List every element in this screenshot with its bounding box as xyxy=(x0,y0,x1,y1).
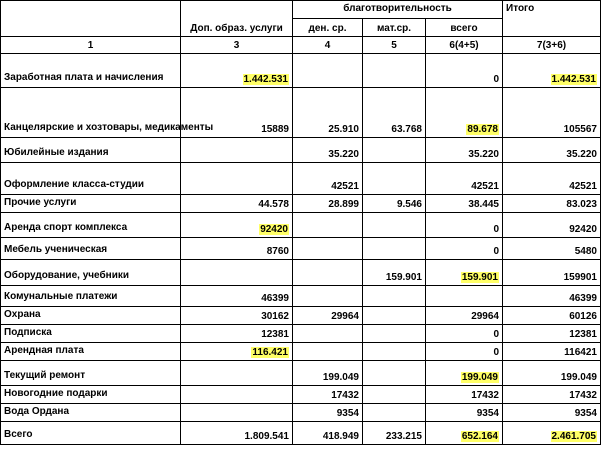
table-row xyxy=(1,286,601,307)
value-cell xyxy=(426,260,503,286)
cell-value: 92420 xyxy=(260,224,288,235)
value-cell xyxy=(181,422,293,445)
numbering-cell: 1 xyxy=(1,37,181,54)
header-total: Итого xyxy=(503,1,601,37)
table-row xyxy=(1,238,601,260)
cell-value: 17432 xyxy=(569,390,597,401)
value-cell xyxy=(426,307,503,325)
cell-value: 2.461.705 xyxy=(551,431,596,442)
value-cell xyxy=(426,422,503,445)
numbering-cell: 6(4+5) xyxy=(426,37,503,54)
cell-value: 116421 xyxy=(564,347,597,358)
table-row xyxy=(1,195,601,213)
value-cell xyxy=(503,88,601,138)
cell-value: 46399 xyxy=(569,293,597,304)
header-row-group xyxy=(1,1,601,19)
value-cell xyxy=(181,195,293,213)
cell-value: 199.049 xyxy=(560,372,597,383)
value-cell xyxy=(293,386,363,404)
value-cell xyxy=(363,386,426,404)
cell-value: 0 xyxy=(493,246,499,257)
value-cell xyxy=(503,386,601,404)
value-cell xyxy=(426,404,503,422)
value-cell xyxy=(181,343,293,361)
numbering-cell: 4 xyxy=(293,37,363,54)
row-label: Заработная плата и начисления xyxy=(1,54,181,88)
header-col4: ден. ср. xyxy=(293,19,363,37)
cell-value: 28.899 xyxy=(328,199,359,210)
table-row xyxy=(1,325,601,343)
value-cell xyxy=(181,325,293,343)
value-cell xyxy=(293,138,363,163)
cell-value: 0 xyxy=(493,224,499,235)
value-cell xyxy=(503,195,601,213)
cell-value: 42521 xyxy=(331,181,359,192)
row-label: Комунальные платежи xyxy=(1,286,181,307)
cell-value: 0 xyxy=(493,329,499,340)
value-cell xyxy=(363,325,426,343)
numbering-row xyxy=(1,37,601,54)
value-cell xyxy=(293,260,363,286)
cell-value: 29964 xyxy=(331,311,359,322)
value-cell xyxy=(503,361,601,386)
value-cell xyxy=(503,343,601,361)
header-col6: всего xyxy=(426,19,503,37)
value-cell xyxy=(426,163,503,195)
value-cell xyxy=(363,163,426,195)
row-label: Аренда спорт комплекса xyxy=(1,213,181,238)
value-cell xyxy=(426,54,503,88)
cell-value: 652.164 xyxy=(461,431,498,442)
value-cell xyxy=(181,54,293,88)
row-label: Арендная плата xyxy=(1,343,181,361)
table-row xyxy=(1,88,601,138)
value-cell xyxy=(426,286,503,307)
value-cell xyxy=(181,361,293,386)
value-cell xyxy=(363,213,426,238)
value-cell xyxy=(426,361,503,386)
cell-value: 46399 xyxy=(261,293,289,304)
table-row xyxy=(1,386,601,404)
row-label: Оформление класса-студии xyxy=(1,163,181,195)
cell-value: 63.768 xyxy=(391,124,422,135)
cell-value: 159.901 xyxy=(385,272,422,283)
value-cell xyxy=(181,307,293,325)
value-cell xyxy=(293,195,363,213)
value-cell xyxy=(293,343,363,361)
value-cell xyxy=(293,325,363,343)
cell-value: 12381 xyxy=(569,329,597,340)
cell-value: 12381 xyxy=(261,329,289,340)
header-col5: мат.ср. xyxy=(363,19,426,37)
cell-value: 0 xyxy=(493,74,499,85)
value-cell xyxy=(503,54,601,88)
value-cell xyxy=(181,138,293,163)
value-cell xyxy=(363,307,426,325)
cell-value: 199.049 xyxy=(322,372,359,383)
value-cell xyxy=(293,163,363,195)
numbering-cell: 3 xyxy=(181,37,293,54)
cell-value: 0 xyxy=(493,347,499,358)
value-cell xyxy=(503,260,601,286)
value-cell xyxy=(363,361,426,386)
value-cell xyxy=(293,213,363,238)
cell-value: 42521 xyxy=(471,181,499,192)
table-row xyxy=(1,138,601,163)
row-label: Мебель ученическая xyxy=(1,238,181,260)
value-cell xyxy=(181,260,293,286)
cell-value: 9354 xyxy=(336,408,359,419)
table-row xyxy=(1,213,601,238)
value-cell xyxy=(181,286,293,307)
cell-value: 1.442.531 xyxy=(551,74,596,85)
cell-value: 1.809.541 xyxy=(244,431,289,442)
cell-value: 42521 xyxy=(569,181,597,192)
value-cell xyxy=(426,88,503,138)
row-label: Оборудование, учебники xyxy=(1,260,181,286)
value-cell xyxy=(293,88,363,138)
cell-value: 44.578 xyxy=(258,199,289,210)
value-cell xyxy=(503,286,601,307)
value-cell xyxy=(363,343,426,361)
cell-value: 159901 xyxy=(563,272,597,283)
cell-value: 92420 xyxy=(569,224,597,235)
table-row xyxy=(1,361,601,386)
cell-value: 60126 xyxy=(569,311,597,322)
row-label: Канцелярские и хозтовары, медикаменты xyxy=(1,88,181,138)
cell-value: 17432 xyxy=(331,390,359,401)
value-cell xyxy=(503,163,601,195)
numbering-cell: 5 xyxy=(363,37,426,54)
value-cell xyxy=(181,163,293,195)
table-row xyxy=(1,260,601,286)
value-cell xyxy=(503,307,601,325)
cell-value: 83.023 xyxy=(566,199,597,210)
value-cell xyxy=(293,361,363,386)
row-label: Юбилейные издания xyxy=(1,138,181,163)
cell-value: 30162 xyxy=(261,311,289,322)
cell-value: 233.215 xyxy=(385,431,422,442)
value-cell xyxy=(363,195,426,213)
cell-value: 35.220 xyxy=(328,149,359,160)
value-cell xyxy=(293,307,363,325)
value-cell xyxy=(426,343,503,361)
value-cell xyxy=(293,286,363,307)
cell-value: 35.220 xyxy=(566,149,597,160)
row-label: Текущий ремонт xyxy=(1,361,181,386)
table-row xyxy=(1,307,601,325)
cell-value: 29964 xyxy=(471,311,499,322)
cell-value: 17432 xyxy=(471,390,499,401)
value-cell xyxy=(293,238,363,260)
value-cell xyxy=(503,325,601,343)
value-cell xyxy=(181,404,293,422)
table-body xyxy=(1,1,601,445)
value-cell xyxy=(426,195,503,213)
value-cell xyxy=(181,213,293,238)
value-cell xyxy=(426,238,503,260)
header-col3: Доп. образ. услуги xyxy=(181,1,293,37)
cell-value: 418.949 xyxy=(322,431,359,442)
value-cell xyxy=(293,422,363,445)
value-cell xyxy=(363,138,426,163)
value-cell xyxy=(181,238,293,260)
row-label: Подписка xyxy=(1,325,181,343)
numbering-cell: 7(3+6) xyxy=(503,37,601,54)
value-cell xyxy=(363,286,426,307)
row-label: Новогодние подарки xyxy=(1,386,181,404)
table-row xyxy=(1,422,601,445)
value-cell xyxy=(503,213,601,238)
cell-value: 8760 xyxy=(266,246,289,257)
cell-value: 1.442.531 xyxy=(243,74,288,85)
row-label: Прочие услуги xyxy=(1,195,181,213)
table-row xyxy=(1,163,601,195)
value-cell xyxy=(503,422,601,445)
cell-value: 159.901 xyxy=(461,272,498,283)
value-cell xyxy=(363,88,426,138)
table-row xyxy=(1,404,601,422)
cell-value: 116.421 xyxy=(252,347,288,358)
value-cell xyxy=(293,404,363,422)
header-charity-group: благотворительность xyxy=(293,1,503,19)
value-cell xyxy=(426,138,503,163)
value-cell xyxy=(363,260,426,286)
cell-value: 15889 xyxy=(261,124,289,135)
value-cell xyxy=(363,404,426,422)
value-cell xyxy=(426,386,503,404)
cell-value: 5480 xyxy=(574,246,597,257)
cell-value: 25.910 xyxy=(328,124,359,135)
value-cell xyxy=(181,386,293,404)
value-cell xyxy=(503,238,601,260)
value-cell xyxy=(426,213,503,238)
cell-value: 9.546 xyxy=(396,199,422,210)
cell-value: 105567 xyxy=(563,124,597,135)
cell-value: 89.678 xyxy=(467,124,498,135)
row-label: Всего xyxy=(1,422,181,445)
value-cell xyxy=(426,325,503,343)
row-label: Вода Ордана xyxy=(1,404,181,422)
value-cell xyxy=(363,54,426,88)
table-row xyxy=(1,343,601,361)
value-cell xyxy=(503,138,601,163)
table-row xyxy=(1,54,601,88)
value-cell xyxy=(363,238,426,260)
value-cell xyxy=(363,422,426,445)
row-label: Охрана xyxy=(1,307,181,325)
header-empty-cell xyxy=(1,1,181,37)
cell-value: 9354 xyxy=(476,408,499,419)
cell-value: 35.220 xyxy=(468,149,499,160)
cell-value: 199.049 xyxy=(461,372,498,383)
cell-value: 38.445 xyxy=(468,199,499,210)
cell-value: 9354 xyxy=(574,408,597,419)
value-cell xyxy=(293,54,363,88)
value-cell xyxy=(503,404,601,422)
